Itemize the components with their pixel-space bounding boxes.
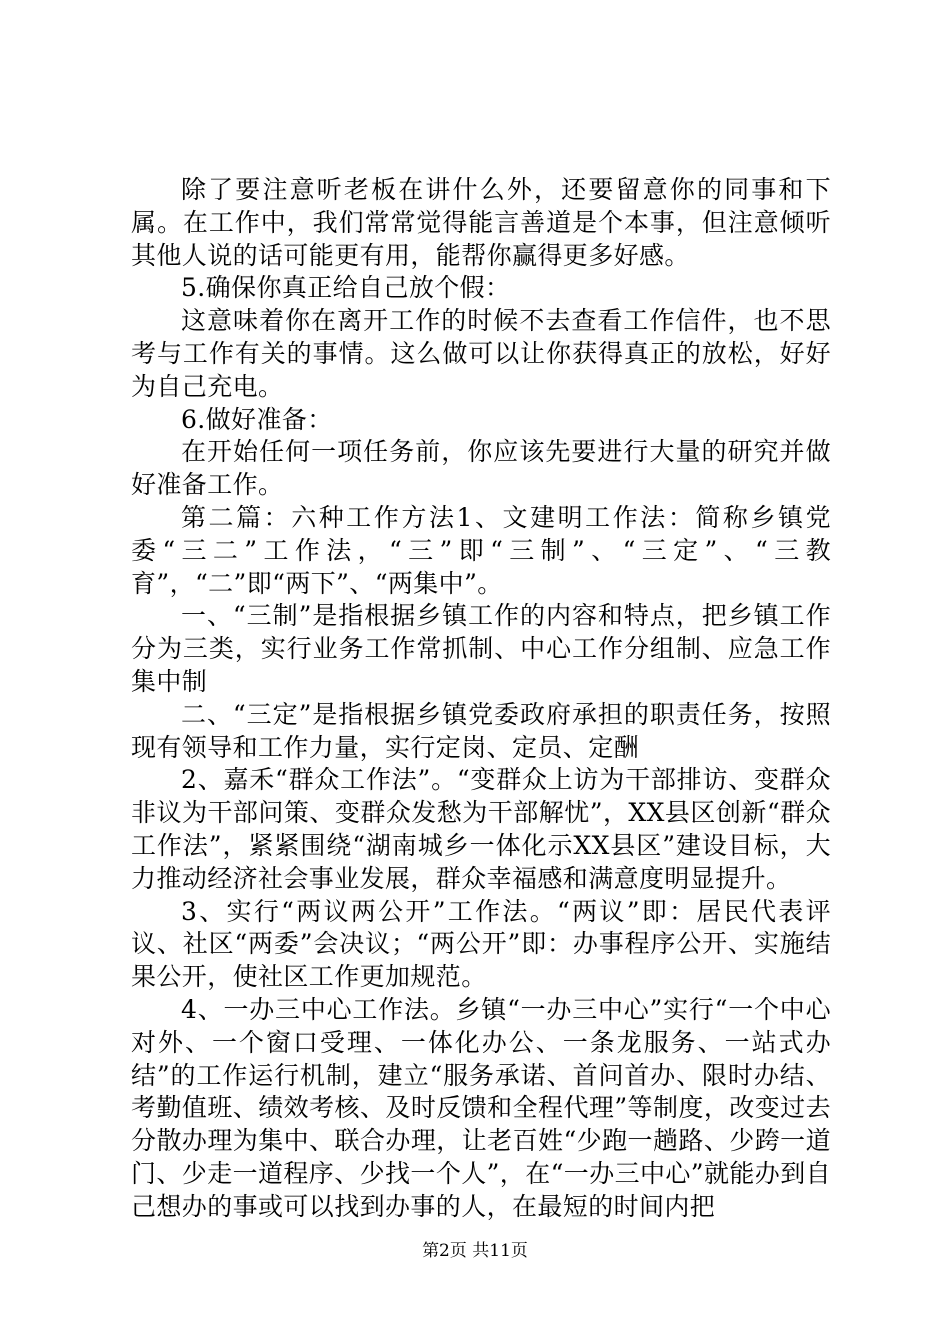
section-heading-paragraph: 第二篇：六种工作方法1、文建明工作法：简称乡镇党委“三二”工作法，“三”即“三制”、“三定”、“三教育”，“二”即“两下”、“两集中”。 [131, 502, 831, 598]
list-heading: 6.做好准备： [181, 404, 333, 434]
paragraph: 在开始任何一项任务前，你应该先要进行大量的研究并做好准备工作。 [131, 437, 831, 500]
paragraph: 一、“三制”是指根据乡镇工作的内容和特点，把乡镇工作分为三类，实行业务工作常抓制、中心工作分组制、应急工作集中制 [131, 601, 831, 696]
paragraph: 这意味着你在离开工作的时候不去查看工作信件，也不思考与工作有关的事情。这么做可以让你获得真正的放松，好好为自己充电。 [131, 306, 831, 401]
paragraph: 3、实行“两议两公开”工作法。“两议”即：居民代表评议、社区“两委”会决议；“两公开”即：办事程序公开、实施结果公开，使社区工作更加规范。 [131, 896, 831, 992]
paragraph: 4、一办三中心工作法。乡镇“一办三中心”实行“一个中心对外、一个窗口受理、一体化办公、一条龙服务、一站式办结”的工作运行机制，建立“服务承诺、首问首办、限时办结、考勤值班、绩效考核、及时反馈和全程代理”等制度，改变过去分散办理为集中、联合办理，让老百姓“少跑一趟路、少跨一道门、少走一道程序、少找一个人”，在“一办三中心”就能办到自己想办的事或可以找到办事的人，在最短的时间内把 [131, 994, 831, 1221]
paragraph: 二、“三定”是指根据乡镇党委政府承担的职责任务，按照现有领导和工作力量，实行定岗、定员、定酬 [131, 699, 831, 762]
page-number-footer: 第2页 共11页 [422, 1241, 528, 1261]
list-heading: 5.确保你真正给自己放个假： [181, 273, 511, 303]
paragraph: 除了要注意听老板在讲什么外，还要留意你的同事和下属。在工作中，我们常常觉得能言善道是个本事，但注意倾听其他人说的话可能更有用，能帮你赢得更多好感。 [131, 175, 831, 270]
document-body [131, 174, 831, 1224]
paragraph: 2、嘉禾“群众工作法”。“变群众上访为干部排访、变群众非议为干部问策、变群众发愁为干部解忧”，XX县区创新“群众工作法”，紧紧围绕“湖南城乡一体化示XX县区”建设目标，大力推动经济社会事业发展，群众幸福感和满意度明显提升。 [131, 765, 831, 893]
